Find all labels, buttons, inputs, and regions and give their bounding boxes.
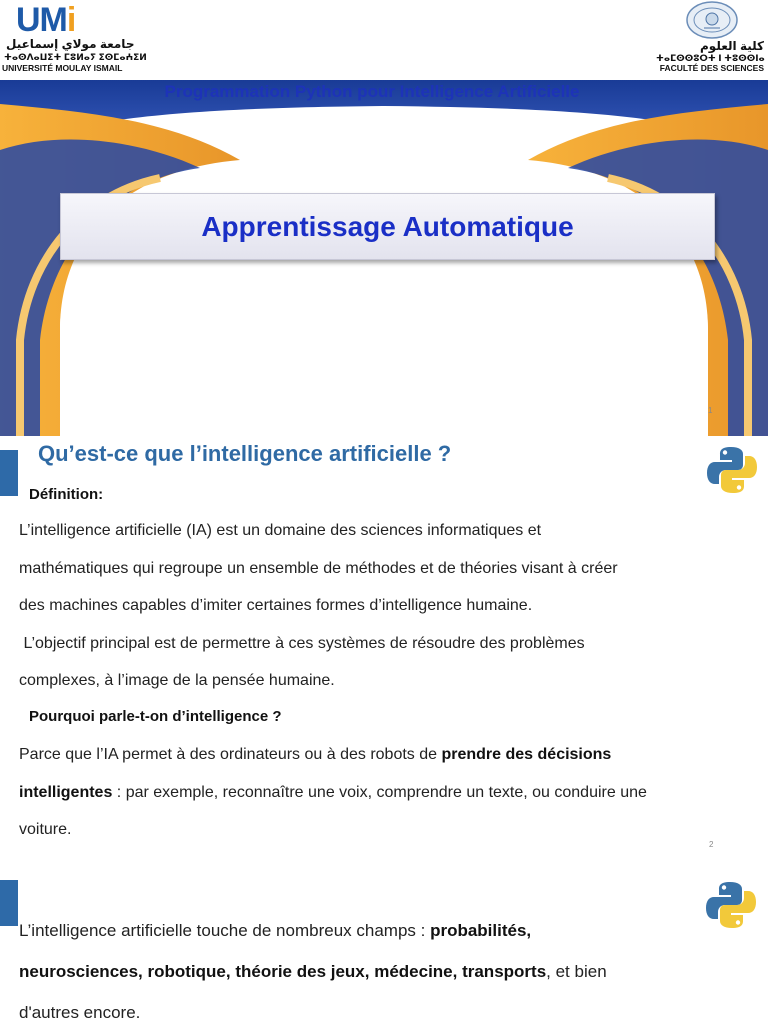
why-text-bold: prendre des décisions: [441, 746, 612, 763]
title-slide: [0, 0, 768, 436]
fs-logo-arabic: كلية العلوم: [700, 39, 764, 53]
course-title: Programmation Python pour Intelligence Artificielle: [164, 82, 580, 101]
definition-line: des machines capables d’imiter certaines formes d’intelligence humaine.: [19, 597, 533, 614]
why-line: [19, 774, 767, 812]
fs-logo-french: FACULTÉ DES SCIENCES: [659, 63, 764, 73]
why-line: voiture.: [19, 821, 72, 838]
definition-line: mathématiques qui regroupe un ensemble de méthodes et de théories visant à créer: [19, 559, 618, 577]
umi-logo-arabic: جامعة مولاي إسماعيل: [6, 37, 135, 51]
umi-university-logo: [2, 1, 147, 74]
applications-text-bold: neurosciences, robotique, théorie des jeux, médecine, transports: [19, 962, 547, 981]
applications-text: [19, 910, 767, 1024]
why-text-bold: intelligentes: [19, 783, 113, 801]
umi-logo-tifinagh: ⵜⴰⵙⴷⴰⵡⵉⵜ ⵎⵓⵍⴰⵢ ⵉⵙⵎⴰⵄⵉⵍ: [4, 52, 147, 62]
definition-line: L’objectif principal est de permettre à ces systèmes de résoudre des problèmes: [19, 634, 585, 652]
applications-line: d'autres encore.: [19, 1003, 141, 1022]
definition-line: L’intelligence artificielle (IA) est un domaine des sciences informatiques et: [19, 522, 542, 539]
accent-bar: [0, 450, 18, 496]
slide-title: Qu’est-ce que l’intelligence artificielle ?: [38, 441, 452, 466]
main-title: Apprentissage Automatique: [201, 210, 574, 242]
why-text-part: Parce que l’IA permet à des ordinateurs ou à des robots de: [19, 746, 442, 763]
faculty-seal-icon: [684, 0, 740, 40]
page-number: 1: [708, 406, 713, 415]
faculty-of-sciences-logo: [656, 0, 766, 74]
applications-line: [19, 951, 767, 992]
why-heading: Pourquoi parle-t-on d’intelligence ?: [29, 708, 282, 725]
definition-line: complexes, à l’image de la pensée humaine.: [19, 672, 335, 689]
definition-heading: Définition:: [29, 486, 104, 503]
applications-text-bold: probabilités,: [430, 921, 532, 940]
page-number: 2: [709, 840, 714, 849]
main-title-box: [60, 193, 715, 260]
fs-logo-tifinagh: ⵜⴰⵎⵙⵙⵓⵔⵜ ⵏ ⵜⵓⵙⵙⵏⴰ: [656, 53, 765, 63]
definition-text: [19, 512, 767, 700]
definition-slide: [0, 436, 768, 864]
applications-text-part: L’intelligence artificielle touche de nombreux champs :: [19, 921, 431, 940]
applications-slide: [0, 864, 768, 1024]
applications-line: [19, 910, 767, 951]
applications-text-part: , et bien: [546, 962, 607, 981]
why-line: [19, 736, 767, 774]
why-text: [19, 736, 767, 849]
umi-logo-french: UNIVERSITÉ MOULAY ISMAIL: [2, 63, 123, 73]
umi-logo-letters: UMi: [16, 1, 76, 39]
accent-bar: [0, 880, 18, 926]
why-text-part: : par exemple, reconnaître une voix, comprendre un texte, ou conduire une: [112, 783, 647, 801]
python-logo-icon: [706, 444, 758, 496]
